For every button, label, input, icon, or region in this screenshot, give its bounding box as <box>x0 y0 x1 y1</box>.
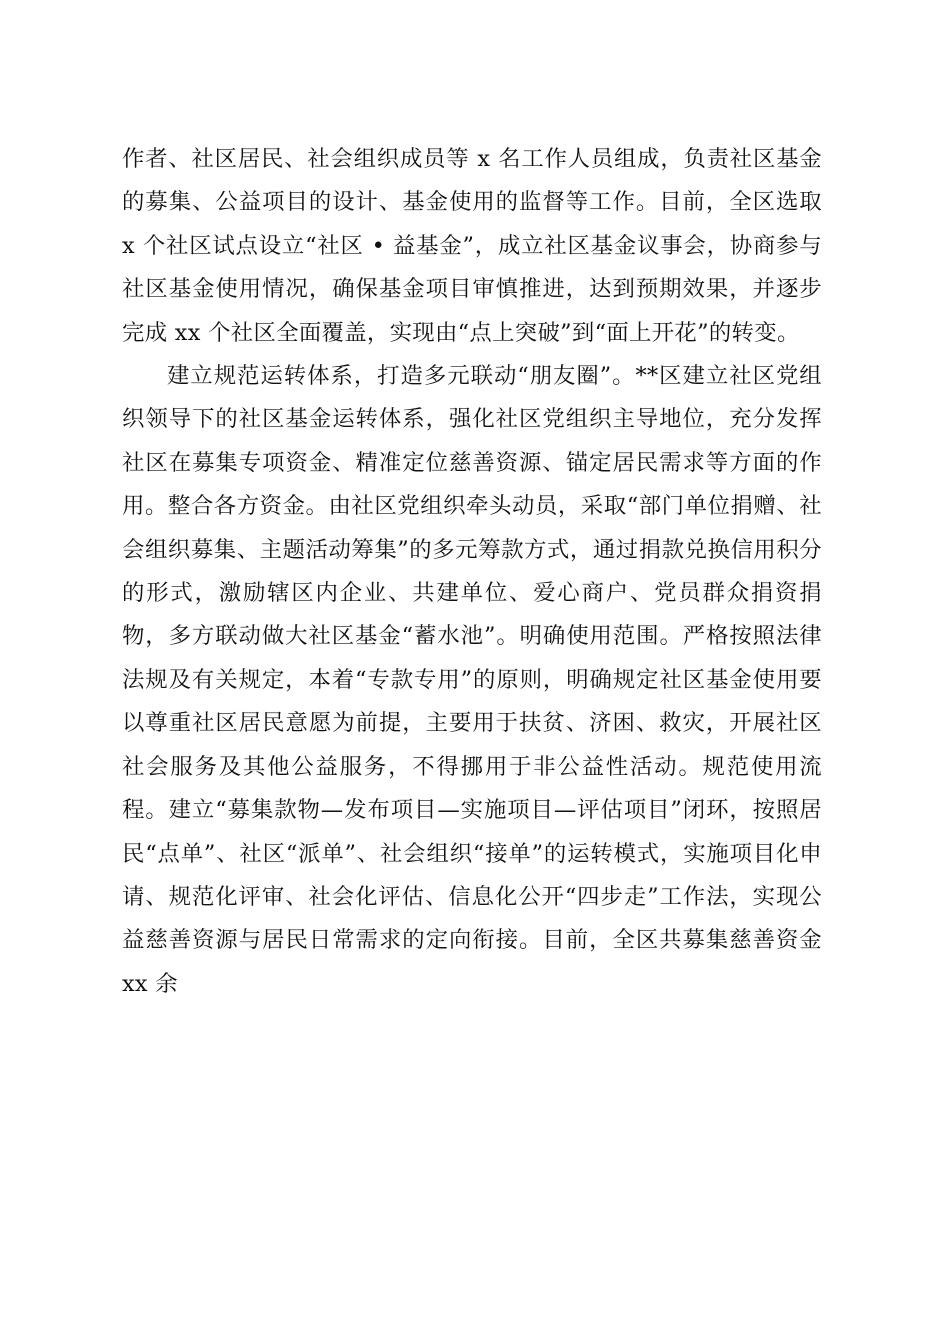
paragraph-continued: 作者、社区居民、社会组织成员等 x 名工作人员组成，负责社区基金的募集、公益项目的设计、基金使用的监督等工作。目前，全区选取 x 个社区试点设立“社区 • 益基金”，成立社区基金议事会，协商参与社区基金使用情况，确保基金项目审慎推进，达到预期效果，并逐步完成 xx 个社区全面覆盖，实现由“点上突破”到“面上开花”的转变。 <box>122 146 822 346</box>
body-text <box>122 138 822 1006</box>
paragraph-operation-system: 建立规范运转体系，打造多元联动“朋友圈”。**区建立社区党组织领导下的社区基金运转体系，强化社区党组织主导地位，充分发挥社区在募集专项资金、精准定位慈善资源、锚定居民需求等方面的作用。整合各方资金。由社区党组织牵头动员，采取“部门单位捐赠、社会组织募集、主题活动筹集”的多元筹款方式，通过捐款兑换信用积分的形式，激励辖区内企业、共建单位、爱心商户、党员群众捐资捐物，多方联动做大社区基金“蓄水池”。明确使用范围。严格按照法律法规及有关规定，本着“专款专用”的原则，明确规定社区基金使用要以尊重社区居民意愿为前提，主要用于扶贫、济困、救灾，开展社区社会服务及其他公益服务，不得挪用于非公益性活动。规范使用流程。建立“募集款物—发布项目—实施项目—评估项目”闭环，按照居民“点单”、社区“派单”、社会组织“接单”的运转模式，实施项目化申请、规范化评审、社会化评估、信息化公开“四步走”工作法，实现公益慈善资源与居民日常需求的定向衔接。目前，全区共募集慈善资金 xx 余 <box>122 363 822 997</box>
